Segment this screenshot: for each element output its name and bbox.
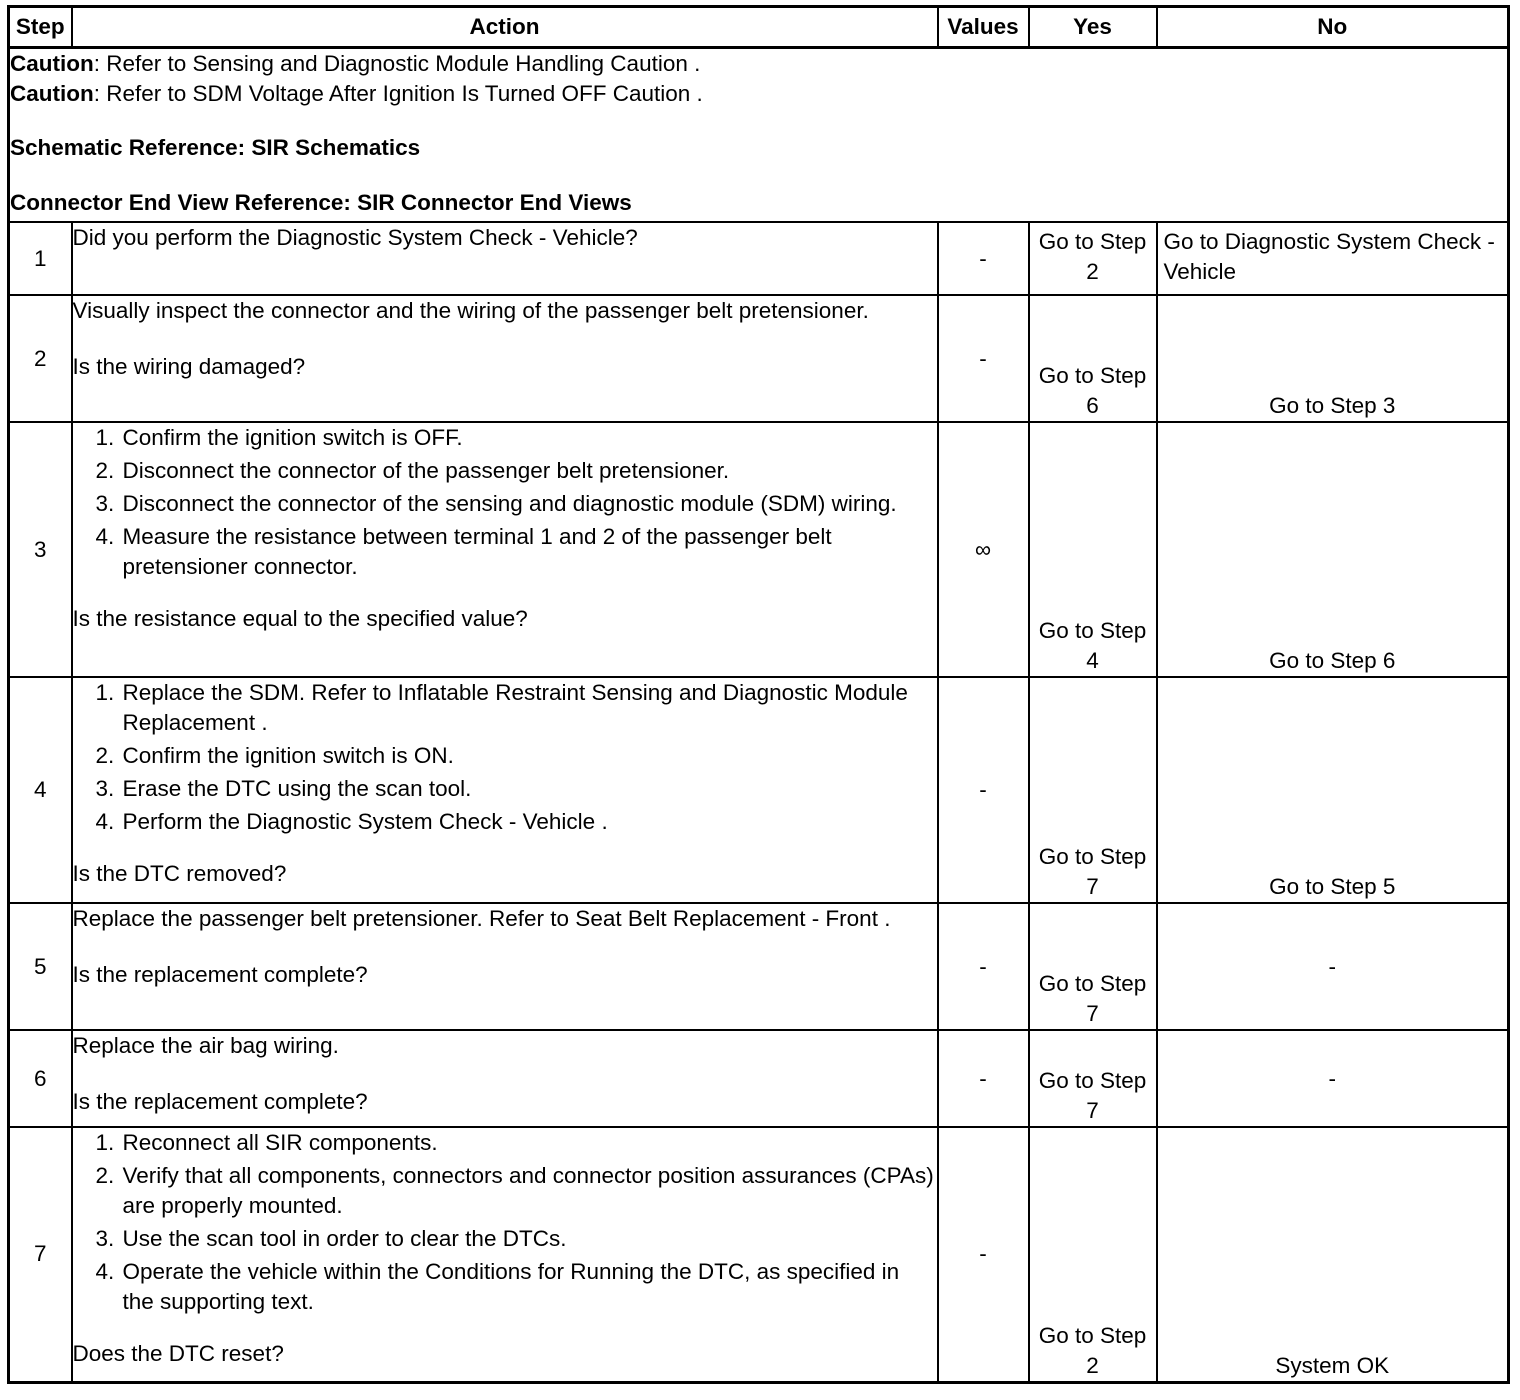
no-value: - bbox=[1157, 1030, 1509, 1127]
value-cell: - bbox=[938, 295, 1029, 422]
action-cell bbox=[72, 677, 938, 903]
caution-label: Caution bbox=[10, 51, 94, 76]
action-question: Is the replacement complete? bbox=[72, 962, 368, 987]
list-item: 4. Perform the Diagnostic System Check - Vehicle . bbox=[121, 807, 937, 837]
step-number: 5 bbox=[9, 903, 72, 1030]
value-cell: - bbox=[938, 903, 1029, 1030]
list-item: 1. Confirm the ignition switch is OFF. bbox=[121, 423, 937, 453]
no-link[interactable]: Go to Diagnostic System Check - Vehicle bbox=[1157, 222, 1509, 295]
step-number: 1 bbox=[9, 222, 72, 295]
list-item: 2. Verify that all components, connectors and connector position assurances (CPAs) are properly mounted. bbox=[121, 1161, 937, 1221]
action-steps-list bbox=[73, 1128, 937, 1317]
list-item: 1. Reconnect all SIR components. bbox=[121, 1128, 937, 1158]
caution-text-1[interactable]: : Refer to Sensing and Diagnostic Module Handling Caution . bbox=[93, 51, 701, 76]
yes-link[interactable]: Go to Step 4 bbox=[1029, 422, 1157, 677]
no-link[interactable]: Go to Step 5 bbox=[1157, 677, 1509, 903]
action-cell bbox=[72, 222, 938, 295]
no-link[interactable]: System OK bbox=[1157, 1127, 1509, 1382]
action-cell bbox=[72, 295, 938, 422]
action-question: Is the wiring damaged? bbox=[72, 354, 306, 379]
action-text: Replace the air bag wiring. bbox=[72, 1033, 339, 1058]
no-link[interactable]: Go to Step 6 bbox=[1157, 422, 1509, 677]
header-step: Step bbox=[9, 7, 72, 48]
caution-line-1 bbox=[10, 49, 1507, 79]
connector-end-view-reference[interactable]: Connector End View Reference: SIR Connector End Views bbox=[10, 190, 632, 215]
header-row bbox=[9, 7, 1509, 48]
step-number: 2 bbox=[9, 295, 72, 422]
yes-link[interactable]: Go to Step 7 bbox=[1029, 903, 1157, 1030]
table-row bbox=[9, 677, 1509, 903]
diagnostic-table bbox=[7, 5, 1510, 1384]
yes-link[interactable]: Go to Step 2 bbox=[1029, 1127, 1157, 1382]
yes-link[interactable]: Go to Step 7 bbox=[1029, 1030, 1157, 1127]
no-link[interactable]: Go to Step 3 bbox=[1157, 295, 1509, 422]
table-row bbox=[9, 903, 1509, 1030]
header-yes: Yes bbox=[1029, 7, 1157, 48]
header-values: Values bbox=[938, 7, 1029, 48]
action-question: Is the DTC removed? bbox=[72, 861, 287, 886]
schematic-reference[interactable]: Schematic Reference: SIR Schematics bbox=[10, 135, 421, 160]
list-item: 2. Confirm the ignition switch is ON. bbox=[121, 741, 937, 771]
table-row bbox=[9, 1127, 1509, 1382]
step-number: 7 bbox=[9, 1127, 72, 1382]
yes-link[interactable]: Go to Step 6 bbox=[1029, 295, 1157, 422]
value-cell: - bbox=[938, 1127, 1029, 1382]
intro-row bbox=[9, 48, 1509, 223]
action-text: Visually inspect the connector and the wiring of the passenger belt pretensioner. bbox=[72, 298, 869, 323]
action-question: Does the DTC reset? bbox=[72, 1341, 284, 1366]
step-number: 4 bbox=[9, 677, 72, 903]
action-cell bbox=[72, 1127, 938, 1382]
action-cell bbox=[72, 1030, 938, 1127]
table-row bbox=[9, 422, 1509, 677]
action-cell bbox=[72, 903, 938, 1030]
value-cell: - bbox=[938, 677, 1029, 903]
caution-text-2[interactable]: : Refer to SDM Voltage After Ignition Is Turned OFF Caution . bbox=[93, 81, 703, 106]
list-item: 3. Use the scan tool in order to clear the DTCs. bbox=[121, 1224, 937, 1254]
action-cell bbox=[72, 422, 938, 677]
value-cell: ∞ bbox=[938, 422, 1029, 677]
list-item: 1. Replace the SDM. Refer to Inflatable Restraint Sensing and Diagnostic Module Replacement . bbox=[121, 678, 937, 738]
list-item: 3. Disconnect the connector of the sensing and diagnostic module (SDM) wiring. bbox=[121, 489, 937, 519]
yes-link[interactable]: Go to Step 7 bbox=[1029, 677, 1157, 903]
table-row bbox=[9, 1030, 1509, 1127]
value-cell: - bbox=[938, 1030, 1029, 1127]
caution-line-2 bbox=[10, 79, 1507, 109]
list-item: 3. Erase the DTC using the scan tool. bbox=[121, 774, 937, 804]
list-item: 4. Measure the resistance between terminal 1 and 2 of the passenger belt pretensioner connector. bbox=[121, 522, 937, 582]
action-text: Replace the passenger belt pretensioner. Refer to Seat Belt Replacement - Front . bbox=[72, 906, 891, 931]
step-number: 3 bbox=[9, 422, 72, 677]
table-row bbox=[9, 295, 1509, 422]
action-steps-list bbox=[73, 678, 937, 837]
caution-label: Caution bbox=[10, 81, 94, 106]
intro-cell bbox=[9, 48, 1509, 223]
no-value: - bbox=[1157, 903, 1509, 1030]
action-text: Did you perform the Diagnostic System Check - Vehicle? bbox=[72, 225, 638, 250]
list-item: 4. Operate the vehicle within the Conditions for Running the DTC, as specified in the supporting text. bbox=[121, 1257, 937, 1317]
header-action: Action bbox=[72, 7, 938, 48]
header-no: No bbox=[1157, 7, 1509, 48]
list-item: 2. Disconnect the connector of the passenger belt pretensioner. bbox=[121, 456, 937, 486]
step-number: 6 bbox=[9, 1030, 72, 1127]
action-question: Is the resistance equal to the specified value? bbox=[72, 606, 528, 631]
action-question: Is the replacement complete? bbox=[72, 1089, 368, 1114]
action-steps-list bbox=[73, 423, 937, 582]
table-row bbox=[9, 222, 1509, 295]
yes-link[interactable]: Go to Step 2 bbox=[1029, 222, 1157, 295]
value-cell: - bbox=[938, 222, 1029, 295]
